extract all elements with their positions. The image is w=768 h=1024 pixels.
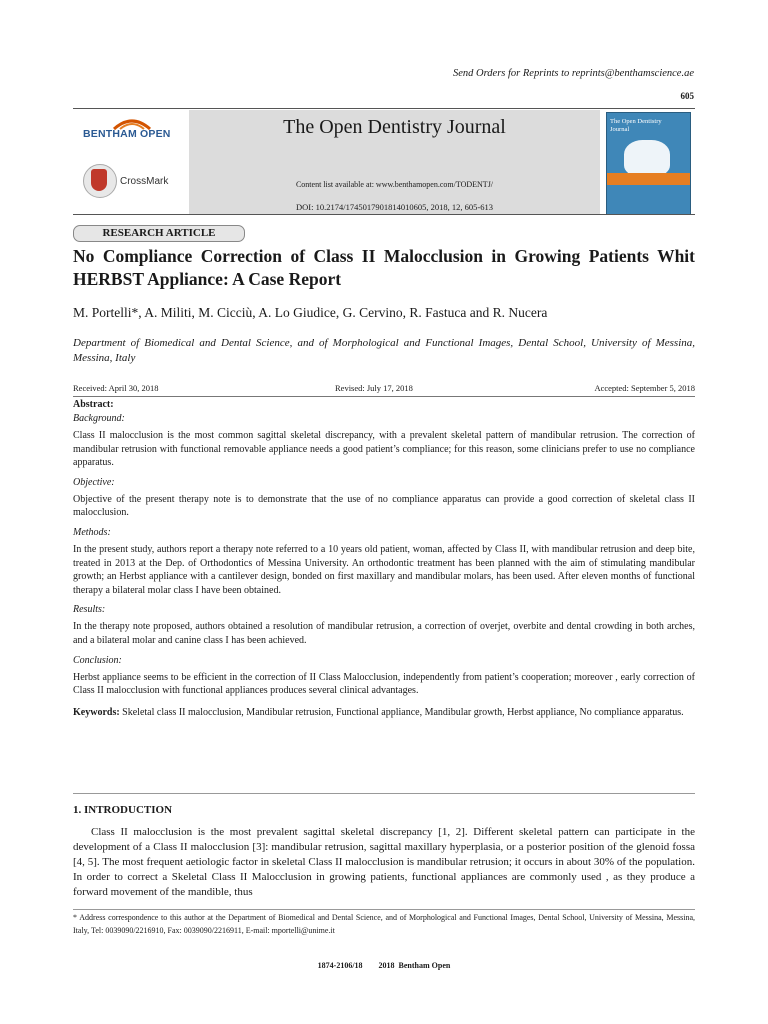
correspondence-footnote: * Address correspondence to this author at the Department of Biomedical and Dental Science, and of Morphological and Functional Images, Dental School, University of Messina, Messina, Italy, Tel: 0039090/2216910, Fax: 0039090/2216911, E-mail: mportelli@unime.it: [73, 913, 695, 935]
crossmark-bookmark-icon: [91, 169, 107, 191]
abstract-block: [73, 399, 695, 719]
page-footer: 1874-2106/18 2018 Bentham Open: [317, 961, 451, 970]
background-text: Class II malocclusion is the most common sagittal skeletal discrepancy, with a prevalent skeletal pattern of mandibular retrusion. The correction of mandibular retrusion with functional removable appliance needs a good patient’s compliance; for this reason, some clinicians prefer to use no compliance apparatus.: [73, 430, 695, 469]
doi-line: DOI: 10.2174/1745017901814010605, 2018, 12, 605-613: [296, 202, 493, 212]
keywords-heading: Keywords:: [73, 706, 120, 718]
accepted-date: Accepted: September 5, 2018: [594, 383, 695, 393]
affiliation: Department of Biomedical and Dental Science, and of Morphological and Functional Images, Dental School, University of Messina, Messina, Italy: [73, 337, 695, 364]
received-date: Received: April 30, 2018: [73, 383, 159, 393]
objective-text: Objective of the present therapy note is to demonstrate that the use of no compliance apparatus can provide a good correction of skeletal class II malocclusion.: [73, 493, 695, 519]
introduction-paragraph: Class II malocclusion is the most prevalent sagittal skeletal discrepancy [1, 2]. Different skeletal pattern can participate in the development of a Class II malocclusion [3]: mandibular retrusion, sagittal maxillary hyperplasia, or a posterior position of the glenoid fossa [4, 5]. The most frequent aetiologic factor in skeletal Class II malocclusion is mandibular retrusion; it occurs in about 30% of the population. In order to correct a Skeletal Class II Malocclusion in growing patients, functional appliances are commonly used , as they produce a forward movement of the mandible, thus: [73, 826, 695, 898]
body-rule: [73, 793, 695, 794]
methods-heading: Methods:: [73, 526, 111, 538]
publisher-logo-text: BENTHAM OPEN: [83, 128, 171, 140]
revised-date: Revised: July 17, 2018: [335, 383, 413, 393]
content-list-link[interactable]: Content list available at: www.benthamopen.com/TODENTJ/: [295, 180, 494, 189]
section-heading-introduction: 1. INTRODUCTION: [73, 804, 173, 816]
background-heading: Background:: [73, 413, 125, 424]
article-type-badge: RESEARCH ARTICLE: [73, 225, 245, 242]
cover-title: The Open Dentistry Journal: [610, 118, 662, 133]
masthead-top-rule: [73, 108, 695, 109]
crossmark-label[interactable]: CrossMark: [120, 176, 169, 187]
conclusion-heading: Conclusion:: [73, 654, 122, 666]
cover-band: [607, 173, 690, 185]
article-title: No Compliance Correction of Class II Malocclusion in Growing Patients Whit HERBST Appliance: A Case Report: [73, 246, 695, 289]
keywords: [73, 706, 695, 720]
results-heading: Results:: [73, 604, 106, 616]
masthead-bottom-rule: [73, 214, 695, 215]
footnote-rule: [73, 909, 695, 910]
objective-heading: Objective:: [73, 476, 115, 488]
keywords-text: Skeletal class II malocclusion, Mandibular retrusion, Functional appliance, Mandibular growth, Herbst appliance, No compliance apparatus.: [122, 706, 684, 718]
author-list: M. Portelli*, A. Militi, M. Cicciù, A. Lo Giudice, G. Cervino, R. Fastuca and R. Nucera: [73, 305, 548, 320]
page-number: 605: [680, 91, 694, 101]
methods-text: In the present study, authors report a therapy note referred to a 10 years old patient, woman, affected by Class II, with mandibular retrusion and deep bite, treated in 2013 at the Dep. of Orthodontics of Messina University. An orthodontic treatment has been planned with the aim of stimulating mandibular growth; an Herbst appliance with a cantilever design, bonded on first maxillary and mandibular molars, has been used. After eleven months of functional therapy a bilateral molar class I have been obtained.: [73, 543, 695, 596]
reprints-notice: Send Orders for Reprints to reprints@benthamscience.ae: [452, 68, 694, 79]
journal-title: The Open Dentistry Journal: [283, 116, 506, 138]
tooth-icon: [624, 140, 670, 176]
results-text: In the therapy note proposed, authors obtained a resolution of mandibular retrusion, a correction of overjet, overbite and dental crowding in both arches, and a bilateral molar and canine class I has been achieved.: [73, 621, 695, 646]
abstract-rule: [73, 396, 695, 397]
conclusion-text: Herbst appliance seems to be efficient in the correction of II Class Malocclusion, independently from patient’s cooperation; moreover , early correction of Class II malocclusion with functional appliances produces several clinical advantages.: [73, 671, 695, 697]
abstract-heading: Abstract:: [73, 399, 114, 410]
